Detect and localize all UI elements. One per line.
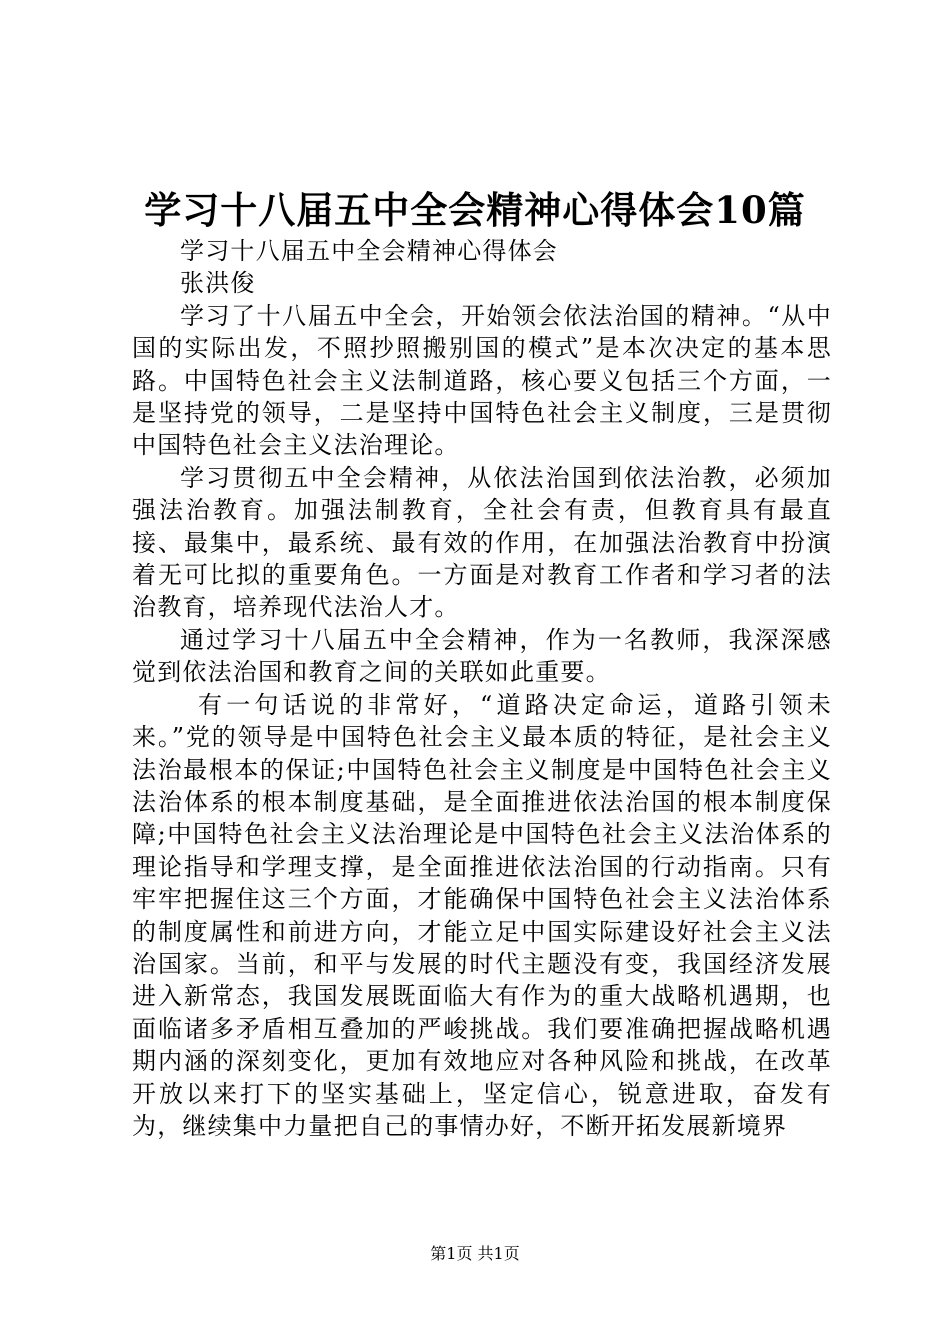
document-title: 学习十八届五中全会精神心得体会10篇 xyxy=(144,188,806,232)
document-author: 张洪俊 xyxy=(180,269,256,298)
page-number-footer: 第1页 共1页 xyxy=(430,1244,520,1263)
paragraph: 有一句话说的非常好，“道路决定命运，道路引领未来。”党的领导是中国特色社会主义最本质的特征，是社会主义法治最根本的保证;中国特色社会主义制度是中国特色社会主义法治体系的根本制度基础，是全面推进依法治国的根本制度保障;中国特色社会主义法治理论是中国特色社会主义法治体系的理论指导和学理支撑，是全面推进依法治国的行动指南。只有牢牢把握住这三个方面，才能确保中国特色社会主义法治体系的制度属性和前进方向，才能立足中国实际建设好社会主义法治国家。当前，和平与发展的时代主题没有变，我国经济发展进入新常态，我国发展既面临大有作为的重大战略机遇期，也面临诸多矛盾相互叠加的严峻挑战。我们要准确把握战略机遇期内涵的深刻变化，更加有效地应对各种风险和挑战，在改革开放以来打下的坚实基础上，坚定信心，锐意进取，奋发有为，继续集中力量把自己的事情办好，不断开拓发展新境界 xyxy=(132,690,832,1140)
paragraph: 通过学习十八届五中全会精神，作为一名教师，我深深感觉到依法治国和教育之间的关联如此重要。 xyxy=(132,625,832,687)
document-body xyxy=(132,235,832,1142)
paragraph: 学习了十八届五中全会，开始领会依法治国的精神。“从中国的实际出发，不照抄照搬别国的模式”是本次决定的基本思路。中国特色社会主义法制道路，核心要义包括三个方面，一是坚持党的领导，二是坚持中国特色社会主义制度，三是贯彻中国特色社会主义法治理论。 xyxy=(132,301,832,460)
document-subtitle: 学习十八届五中全会精神心得体会 xyxy=(180,237,558,265)
paragraph: 学习贯彻五中全会精神，从依法治国到依法治教，必须加强法治教育。加强法制教育，全社会有责，但教育具有最直接、最集中，最系统、最有效的作用，在加强法治教育中扮演着无可比拟的重要角色。一方面是对教育工作者和学习者的法治教育，培养现代法治人才。 xyxy=(132,463,832,622)
